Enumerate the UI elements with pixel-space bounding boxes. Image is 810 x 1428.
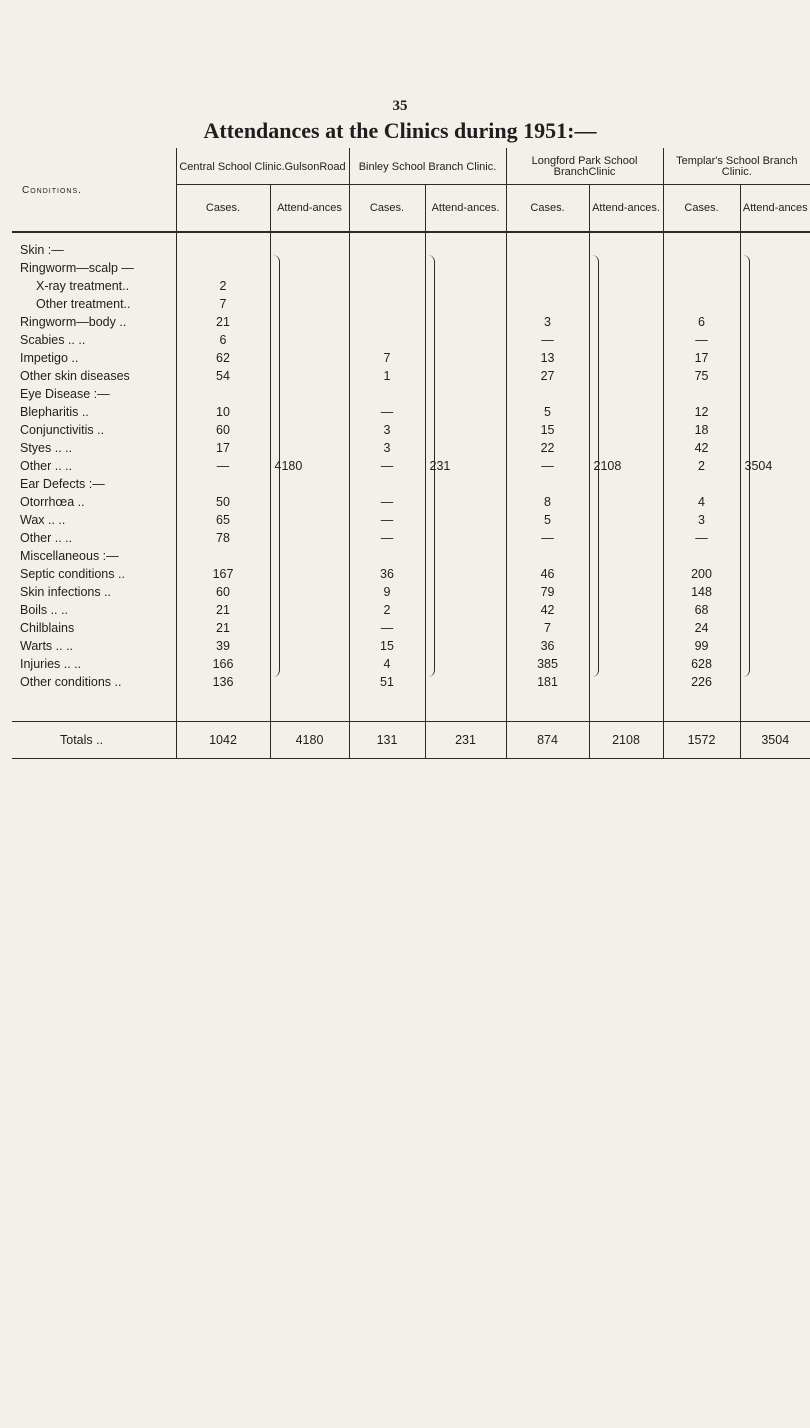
total-attendances-cell: 3504	[740, 722, 810, 759]
table-row	[12, 457, 810, 475]
cases-cell	[349, 241, 425, 259]
empty-cell	[506, 232, 589, 241]
cases-cell: 24	[663, 619, 740, 637]
cases-cell	[349, 547, 425, 565]
table-row	[12, 403, 810, 421]
cases-cell: 60	[176, 421, 270, 439]
condition-label: X-ray treatment..	[36, 279, 130, 293]
cases-cell: 65	[176, 511, 270, 529]
cases-cell	[663, 277, 740, 295]
table-row	[12, 511, 810, 529]
cases-cell: 99	[663, 637, 740, 655]
attendance-table	[12, 148, 810, 759]
condition-label: Wax .. ..	[20, 513, 66, 527]
empty-cell	[12, 691, 176, 722]
cases-cell	[506, 241, 589, 259]
cases-cell: 39	[176, 637, 270, 655]
cases-cell: 7	[506, 619, 589, 637]
table-row	[12, 619, 810, 637]
conditions-header: Conditions.	[12, 148, 176, 232]
cases-cell: 21	[176, 619, 270, 637]
cases-cell	[663, 241, 740, 259]
cases-cell: 2	[176, 277, 270, 295]
cases-cell: 2	[349, 601, 425, 619]
condition-label: Other skin diseases	[20, 369, 130, 383]
total-cases-cell: 1042	[176, 722, 270, 759]
clinic-header-binley: Binley School Branch Clinic.	[349, 148, 506, 185]
cases-cell	[176, 241, 270, 259]
cases-cell	[663, 259, 740, 277]
table-row	[12, 331, 810, 349]
empty-cell	[663, 691, 740, 722]
condition-label: Otorrhœa ..	[20, 495, 85, 509]
bracket-total-attendances: 4180	[274, 459, 303, 473]
gap-row	[12, 691, 810, 722]
condition-label: Ringworm—body ..	[20, 315, 127, 329]
cases-cell: 78	[176, 529, 270, 547]
empty-cell	[349, 691, 425, 722]
empty-cell	[589, 232, 663, 241]
cases-cell: 3	[506, 313, 589, 331]
empty-cell	[425, 232, 506, 241]
cases-cell: 17	[663, 349, 740, 367]
attendances-bracket-cell	[740, 241, 810, 691]
table-row	[12, 637, 810, 655]
clinic-header-central: Central School Clinic.GulsonRoad	[176, 148, 349, 185]
empty-cell	[270, 232, 349, 241]
cases-cell	[349, 295, 425, 313]
cases-cell: 17	[176, 439, 270, 457]
section-row	[12, 547, 810, 565]
cases-cell	[176, 385, 270, 403]
condition-label: Conjunctivitis ..	[20, 423, 105, 437]
cases-cell: 15	[506, 421, 589, 439]
table-row	[12, 349, 810, 367]
total-cases-cell: 874	[506, 722, 589, 759]
bracket-total-attendances: 3504	[744, 459, 773, 473]
section-row	[12, 241, 810, 259]
attendances-header-longford: Attend-ances.	[589, 185, 663, 233]
attendances-bracket-cell	[270, 241, 349, 691]
cases-cell: —	[349, 493, 425, 511]
cases-cell: 4	[663, 493, 740, 511]
cases-cell: 7	[349, 349, 425, 367]
table-row	[12, 493, 810, 511]
attendances-header-binley: Attend-ances.	[425, 185, 506, 233]
cases-cell	[663, 295, 740, 313]
table-body	[12, 232, 810, 759]
cases-cell: 167	[176, 565, 270, 583]
cases-cell	[349, 475, 425, 493]
cases-cell	[506, 475, 589, 493]
empty-cell	[663, 232, 740, 241]
attendances-bracket-cell	[589, 241, 663, 691]
cases-cell: 13	[506, 349, 589, 367]
cases-header-longford: Cases.	[506, 185, 589, 233]
cases-cell	[176, 475, 270, 493]
cases-cell: 8	[506, 493, 589, 511]
cases-header-templars: Cases.	[663, 185, 740, 233]
condition-label: Warts .. ..	[20, 639, 74, 653]
cases-cell: —	[349, 529, 425, 547]
cases-cell: 68	[663, 601, 740, 619]
cases-cell: 226	[663, 673, 740, 691]
condition-label: Chilblains	[20, 621, 75, 635]
total-cases-cell: 1572	[663, 722, 740, 759]
cases-cell: 181	[506, 673, 589, 691]
attendances-bracket-cell	[425, 241, 506, 691]
cases-cell: 1	[349, 367, 425, 385]
cases-cell	[176, 259, 270, 277]
table-row	[12, 565, 810, 583]
total-attendances-cell: 231	[425, 722, 506, 759]
cases-cell: 148	[663, 583, 740, 601]
table-row	[12, 277, 810, 295]
cases-cell: 3	[663, 511, 740, 529]
total-attendances-cell: 2108	[589, 722, 663, 759]
cases-cell: —	[663, 331, 740, 349]
cases-cell: 18	[663, 421, 740, 439]
condition-label: Blepharitis ..	[20, 405, 89, 419]
cases-cell: —	[506, 457, 589, 475]
cases-cell: 21	[176, 313, 270, 331]
cases-cell: 6	[663, 313, 740, 331]
cases-cell: 3	[349, 439, 425, 457]
cases-cell: 42	[663, 439, 740, 457]
condition-label: Other .. ..	[20, 531, 73, 545]
cases-cell	[506, 259, 589, 277]
condition-label: Boils .. ..	[20, 603, 68, 617]
cases-cell: 166	[176, 655, 270, 673]
cases-cell: 7	[176, 295, 270, 313]
totals-row	[12, 722, 810, 759]
condition-label: Styes .. ..	[20, 441, 73, 455]
condition-label: Other treatment..	[36, 297, 131, 311]
empty-cell	[740, 691, 810, 722]
clinic-header-longford: Longford Park School BranchClinic	[506, 148, 663, 185]
total-attendances-cell: 4180	[270, 722, 349, 759]
cases-cell	[349, 331, 425, 349]
empty-cell	[12, 232, 176, 241]
condition-label: Scabies .. ..	[20, 333, 86, 347]
condition-label: Injuries .. ..	[20, 657, 82, 671]
table-row	[12, 439, 810, 457]
cases-cell: 46	[506, 565, 589, 583]
condition-label: Impetigo ..	[20, 351, 79, 365]
cases-cell: 6	[176, 331, 270, 349]
clinic-header-templars: Templar's School Branch Clinic.	[663, 148, 810, 185]
cases-cell: —	[506, 331, 589, 349]
cases-cell: 15	[349, 637, 425, 655]
cases-cell: 42	[506, 601, 589, 619]
cases-cell: 36	[506, 637, 589, 655]
attendances-header-central: Attend-ances	[270, 185, 349, 233]
empty-cell	[506, 691, 589, 722]
cases-cell: —	[349, 403, 425, 421]
section-row	[12, 385, 810, 403]
cases-cell: 62	[176, 349, 270, 367]
cases-cell	[176, 547, 270, 565]
page-number: 35	[392, 98, 408, 114]
table-row	[12, 601, 810, 619]
cases-cell	[349, 259, 425, 277]
cases-cell: 27	[506, 367, 589, 385]
table-row	[12, 295, 810, 313]
table-row	[12, 583, 810, 601]
totals-label: Totals ..	[12, 722, 176, 759]
cases-cell: —	[349, 511, 425, 529]
table-row	[12, 529, 810, 547]
table-row	[12, 673, 810, 691]
cases-cell: 54	[176, 367, 270, 385]
cases-cell: —	[663, 529, 740, 547]
spacer-row	[12, 232, 810, 241]
empty-cell	[270, 691, 349, 722]
cases-cell: 5	[506, 511, 589, 529]
section-label: Eye Disease :—	[20, 387, 110, 401]
cases-cell: —	[349, 619, 425, 637]
empty-cell	[425, 691, 506, 722]
cases-cell: 385	[506, 655, 589, 673]
bracket-total-attendances: 2108	[593, 459, 622, 473]
cases-cell: 21	[176, 601, 270, 619]
empty-cell	[176, 691, 270, 722]
section-row	[12, 475, 810, 493]
section-label: Ringworm—scalp —	[20, 261, 134, 275]
bracket-total-attendances: 231	[429, 459, 451, 473]
cases-cell	[349, 313, 425, 331]
cases-cell	[349, 277, 425, 295]
table-row	[12, 421, 810, 439]
cases-cell: 4	[349, 655, 425, 673]
cases-cell: 200	[663, 565, 740, 583]
cases-cell: —	[176, 457, 270, 475]
cases-cell: 136	[176, 673, 270, 691]
cases-cell: —	[349, 457, 425, 475]
cases-cell	[506, 385, 589, 403]
cases-cell: 628	[663, 655, 740, 673]
cases-cell: 9	[349, 583, 425, 601]
cases-cell: 36	[349, 565, 425, 583]
cases-cell: 75	[663, 367, 740, 385]
cases-cell: 3	[349, 421, 425, 439]
table-row	[12, 367, 810, 385]
cases-cell	[663, 547, 740, 565]
cases-cell: 12	[663, 403, 740, 421]
section-label: Ear Defects :—	[20, 477, 105, 491]
cases-cell	[663, 385, 740, 403]
condition-label: Other conditions ..	[20, 675, 122, 689]
empty-cell	[349, 232, 425, 241]
cases-header-central: Cases.	[176, 185, 270, 233]
page-title: Attendances at the Clinics during 1951:—	[203, 118, 597, 143]
cases-cell: —	[506, 529, 589, 547]
cases-cell	[663, 475, 740, 493]
section-label: Skin :—	[20, 243, 64, 257]
cases-cell: 5	[506, 403, 589, 421]
cases-header-binley: Cases.	[349, 185, 425, 233]
cases-cell: 22	[506, 439, 589, 457]
attendances-header-templars: Attend-ances	[740, 185, 810, 233]
condition-label: Other .. ..	[20, 459, 73, 473]
section-row	[12, 259, 810, 277]
cases-cell	[506, 295, 589, 313]
condition-label: Septic conditions ..	[20, 567, 125, 581]
attendance-table-container	[12, 148, 808, 759]
cases-cell	[506, 547, 589, 565]
cases-cell: 60	[176, 583, 270, 601]
empty-cell	[740, 232, 810, 241]
cases-cell: 10	[176, 403, 270, 421]
empty-cell	[176, 232, 270, 241]
cases-cell	[506, 277, 589, 295]
table-row	[12, 655, 810, 673]
cases-cell: 51	[349, 673, 425, 691]
condition-label: Skin infections ..	[20, 585, 112, 599]
total-cases-cell: 131	[349, 722, 425, 759]
empty-cell	[589, 691, 663, 722]
cases-cell: 79	[506, 583, 589, 601]
cases-cell: 2	[663, 457, 740, 475]
section-label: Miscellaneous :—	[20, 549, 119, 563]
cases-cell	[349, 385, 425, 403]
cases-cell: 50	[176, 493, 270, 511]
table-row	[12, 313, 810, 331]
